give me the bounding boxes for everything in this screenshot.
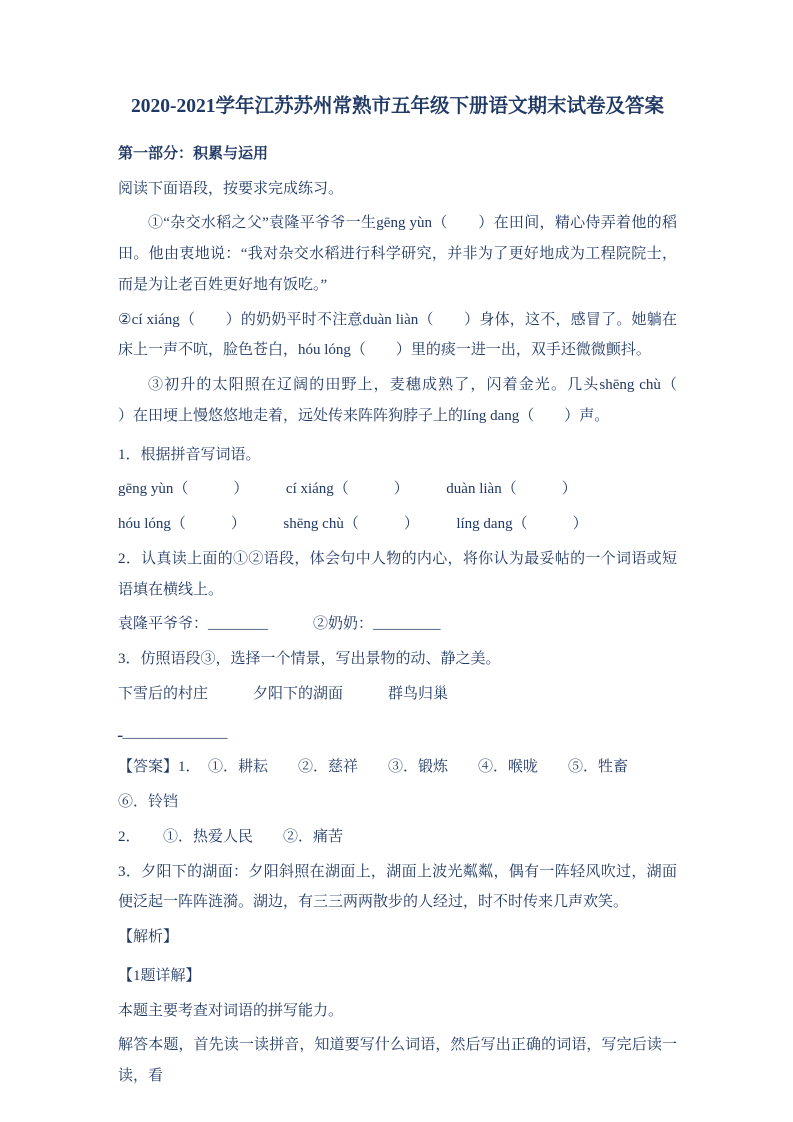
passage-1: ①“杂交水稻之父”袁隆平爷爷一生gēng yùn（ ）在田间，精心侍弄着他的稻田。他由衷地说：“我对杂交水稻进行科学研究，并非为了更好地成为工程院院士，而是为让老百姓更好地有饭吃。”: [118, 215, 677, 293]
question-2: 2．认真读上面的①②语段，体会句中人物的内心，将你认为最妥帖的一个词语或短语填在横线上。: [118, 550, 677, 598]
answer-2: 2． ①．热爱人民 ②．痛苦: [118, 828, 344, 845]
exam-title: 2020-2021学年江苏苏州常熟市五年级下册语文期末试卷及答案: [131, 96, 664, 117]
answer-blank-line: ـ______________: [118, 724, 228, 741]
analysis-label: 【解析】: [118, 929, 179, 946]
section-heading: 第一部分：积累与运用: [118, 145, 269, 162]
instruction-line: 阅读下面语段，按要求完成练习。: [118, 180, 344, 197]
answer-1-line-2: ⑥．铃铛: [118, 794, 179, 811]
analysis-text-1: 本题主要考查对词语的拼写能力。: [118, 1002, 344, 1019]
pinyin-row-2: hóu lóng（ ） shēng chù（ ） líng dang（ ）: [118, 516, 588, 533]
answer-1-line-1: 【答案】1． ①．耕耘 ②．慈祥 ③．锻炼 ④．喉咙 ⑤．牲畜: [118, 759, 629, 776]
question-1: 1．根据拼音写词语。: [118, 446, 261, 463]
question-3: 3．仿照语段③，选择一个情景，写出景物的动、静之美。: [118, 651, 501, 668]
answer-3: 3．夕阳下的湖面：夕阳斜照在湖面上，湖面上波光粼粼，偶有一阵轻风吹过，湖面便泛起一阵阵涟漪。湖边，有三三两两散步的人经过，时不时传来几声欢笑。: [118, 863, 677, 911]
passage-3: ③初升的太阳照在辽阔的田野上，麦穗成熟了，闪着金光。几头shēng chù（ ）在田埂上慢悠悠地走着，远处传来阵阵狗脖子上的líng dang（ ）声。: [118, 377, 708, 424]
passage-2: ②cí xiáng（ ）的奶奶平时不注意duàn liàn（ ）身体，这不，感冒了。她躺在床上一声不吭，脸色苍白，hóu lóng（ ）里的痰一进一出，双手还微微颤抖。: [118, 311, 677, 359]
pinyin-row-1: gēng yùn（ ） cí xiáng（ ） duàn liàn（ ）: [118, 481, 577, 498]
question-2-blanks: 袁隆平爷爷：________ ②奶奶：_________: [118, 616, 441, 633]
question-3-options: 下雪后的村庄 夕阳下的湖面 群鸟归巢: [118, 685, 449, 702]
analysis-text-2: 解答本题，首先读一读拼音，知道要写什么词语，然后写出正确的词语，写完后读一读，看: [118, 1037, 677, 1085]
analysis-q1-label: 【1题详解】: [118, 967, 201, 984]
